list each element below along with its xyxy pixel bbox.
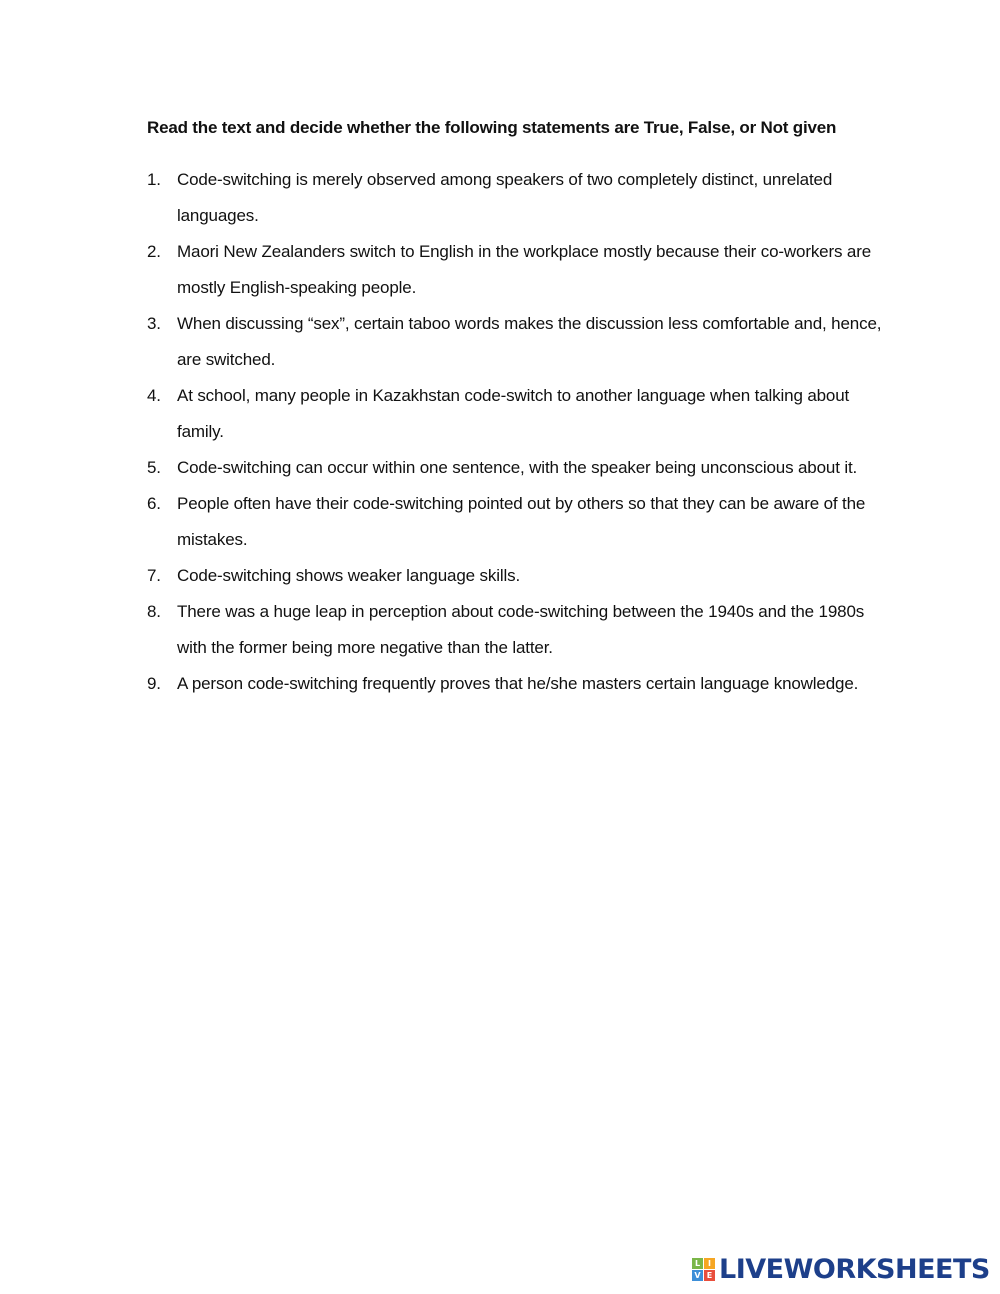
question-list bbox=[147, 162, 887, 702]
question-text: Code-switching can occur within one sentence, with the speaker being unconscious about it. bbox=[177, 458, 858, 477]
question-text: Code-switching shows weaker language skills. bbox=[177, 566, 521, 585]
question-text: A person code-switching frequently proves that he/she masters certain language knowledge. bbox=[177, 674, 859, 693]
logo-mark-icon bbox=[692, 1258, 715, 1281]
list-item bbox=[147, 378, 887, 450]
question-text: When discussing “sex”, certain taboo words makes the discussion less comfortable and, hence, are switched. bbox=[177, 314, 882, 369]
question-number: 6. bbox=[147, 494, 161, 513]
logo-text: LIVEWORKSHEETS bbox=[719, 1253, 990, 1285]
logo-mark-letter: V bbox=[692, 1270, 703, 1281]
list-item bbox=[147, 306, 887, 378]
question-number: 4. bbox=[147, 386, 161, 405]
list-item bbox=[147, 162, 887, 234]
question-number: 1. bbox=[147, 170, 161, 189]
logo-mark-letter: I bbox=[704, 1258, 715, 1269]
question-text: At school, many people in Kazakhstan code-switch to another language when talking about family. bbox=[177, 386, 850, 441]
logo-mark-letter: L bbox=[692, 1258, 703, 1269]
question-number: 5. bbox=[147, 458, 161, 477]
list-item bbox=[147, 666, 887, 702]
list-item bbox=[147, 594, 887, 666]
question-number: 3. bbox=[147, 314, 161, 333]
question-text: Maori New Zealanders switch to English in the workplace mostly because their co-workers are mostly English-speaking people. bbox=[177, 242, 872, 297]
liveworksheets-logo bbox=[692, 1252, 990, 1286]
question-number: 7. bbox=[147, 566, 161, 585]
question-number: 9. bbox=[147, 674, 161, 693]
question-text: Code-switching is merely observed among speakers of two completely distinct, unrelated languages. bbox=[177, 170, 833, 225]
question-text: There was a huge leap in perception about code-switching between the 1940s and the 1980s with the former being more negative than the latter. bbox=[177, 602, 865, 657]
question-text: People often have their code-switching pointed out by others so that they can be aware of the mistakes. bbox=[177, 494, 866, 549]
list-item bbox=[147, 450, 887, 486]
question-number: 2. bbox=[147, 242, 161, 261]
logo-mark-letter: E bbox=[704, 1270, 715, 1281]
instruction-heading: Read the text and decide whether the following statements are True, False, or Not given bbox=[147, 118, 837, 137]
list-item bbox=[147, 558, 887, 594]
list-item bbox=[147, 234, 887, 306]
list-item bbox=[147, 486, 887, 558]
question-number: 8. bbox=[147, 602, 161, 621]
